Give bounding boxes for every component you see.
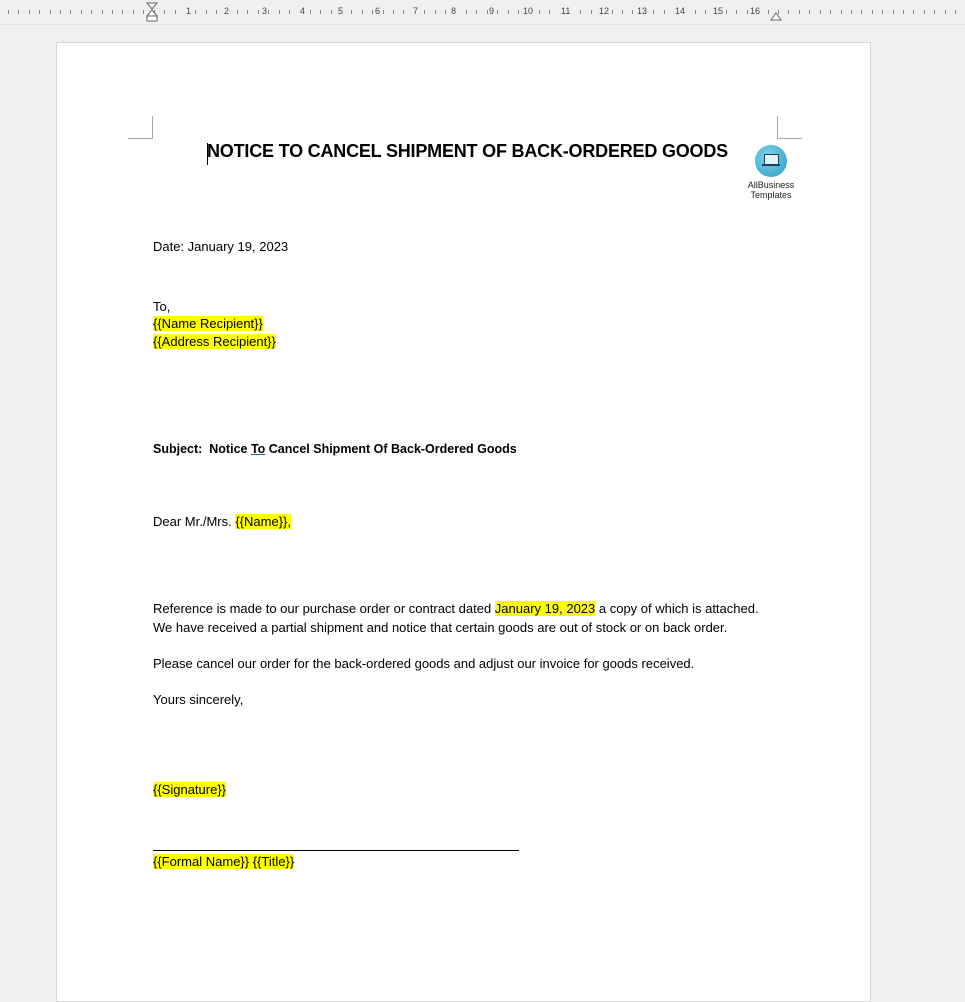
ruler-tick bbox=[580, 10, 581, 14]
ruler-tick bbox=[695, 10, 696, 14]
ruler-tick bbox=[497, 10, 498, 14]
first-line-indent-marker-icon[interactable] bbox=[146, 2, 158, 22]
logo-line-1: AllBusiness bbox=[747, 180, 795, 190]
signature-line[interactable] bbox=[153, 782, 226, 797]
ruler-tick bbox=[435, 10, 436, 14]
body-paragraph-2[interactable]: Please cancel our order for the back-ordered goods and adjust our invoice for goods received. bbox=[153, 656, 695, 671]
ruler-tick bbox=[331, 10, 332, 14]
ruler-tick bbox=[768, 10, 769, 14]
salutation-line[interactable] bbox=[153, 514, 291, 529]
ruler-tick bbox=[112, 10, 113, 14]
ruler-tick bbox=[206, 10, 207, 14]
recipient-address-line[interactable] bbox=[153, 334, 276, 349]
ruler-number-15: 15 bbox=[713, 6, 724, 16]
ruler-tick bbox=[310, 10, 311, 14]
ruler-tick bbox=[612, 10, 613, 14]
ruler-tick bbox=[195, 10, 196, 14]
allbusiness-templates-logo bbox=[743, 145, 799, 200]
ruler-number-9: 9 bbox=[489, 6, 495, 16]
ruler-tick bbox=[705, 10, 706, 14]
ruler-tick bbox=[247, 10, 248, 14]
ruler-number-11: 11 bbox=[561, 6, 571, 16]
ruler-tick bbox=[518, 10, 519, 14]
ruler-number-12: 12 bbox=[599, 6, 610, 16]
subject-label: Subject: bbox=[153, 442, 203, 456]
margin-corner-top-right bbox=[777, 116, 802, 139]
ruler-tick bbox=[591, 10, 592, 14]
ruler-tick bbox=[216, 10, 217, 14]
body1-date: January 19, 2023 bbox=[494, 601, 596, 616]
ruler-tick bbox=[143, 10, 144, 14]
ruler-tick bbox=[81, 10, 82, 14]
ruler-tick bbox=[830, 10, 831, 14]
ruler-tick bbox=[945, 10, 946, 14]
ruler-number-16: 16 bbox=[750, 6, 761, 16]
ruler-tick bbox=[955, 10, 956, 14]
ruler-number-8: 8 bbox=[451, 6, 457, 16]
ruler-tick bbox=[393, 10, 394, 14]
ruler-tick bbox=[820, 10, 821, 14]
subject-to-word: To bbox=[250, 442, 266, 456]
ruler-tick bbox=[747, 10, 748, 14]
recipient-address-placeholder: {{Address Recipient}} bbox=[153, 334, 276, 349]
ruler-tick bbox=[841, 10, 842, 14]
ruler-ticks bbox=[0, 7, 965, 17]
ruler-tick bbox=[445, 10, 446, 14]
ruler-tick bbox=[736, 10, 737, 14]
subject-line[interactable] bbox=[153, 442, 517, 456]
ruler-tick bbox=[799, 10, 800, 14]
body-paragraph-1-line-1[interactable] bbox=[153, 601, 759, 616]
ruler-tick bbox=[861, 10, 862, 14]
body-paragraph-1-line-2[interactable]: We have received a partial shipment and notice that certain goods are out of stock or on back order. bbox=[153, 620, 728, 635]
ruler-tick bbox=[476, 10, 477, 14]
salutation-prefix: Dear Mr./Mrs. bbox=[153, 514, 236, 529]
ruler-number-13: 13 bbox=[637, 6, 648, 16]
ruler-tick bbox=[268, 10, 269, 14]
body1-prefix: Reference is made to our purchase order or contract dated bbox=[153, 601, 495, 616]
ruler-tick bbox=[664, 10, 665, 14]
ruler-tick bbox=[851, 10, 852, 14]
ruler-tick bbox=[39, 10, 40, 14]
recipient-name-placeholder: {{Name Recipient}} bbox=[153, 316, 263, 331]
subject-prefix: Notice bbox=[209, 442, 251, 456]
closing-line[interactable]: Yours sincerely, bbox=[153, 692, 244, 707]
ruler-tick bbox=[70, 10, 71, 14]
ruler-tick bbox=[279, 10, 280, 14]
ruler-number-14: 14 bbox=[675, 6, 686, 16]
ruler-tick bbox=[913, 10, 914, 14]
ruler-tick bbox=[893, 10, 894, 14]
ruler-tick bbox=[60, 10, 61, 14]
horizontal-ruler[interactable] bbox=[0, 0, 965, 25]
ruler-tick bbox=[383, 10, 384, 14]
ruler-tick bbox=[549, 10, 550, 14]
ruler-tick bbox=[289, 10, 290, 14]
ruler-tick bbox=[133, 10, 134, 14]
logo-line-2: Templates bbox=[750, 190, 792, 200]
ruler-tick bbox=[18, 10, 19, 14]
ruler-tick bbox=[122, 10, 123, 14]
ruler-tick bbox=[809, 10, 810, 14]
to-line[interactable]: To, bbox=[153, 299, 171, 314]
formal-name-line[interactable] bbox=[153, 854, 294, 869]
ruler-number-4: 4 bbox=[300, 6, 306, 16]
ruler-track bbox=[0, 0, 965, 24]
document-page[interactable] bbox=[56, 42, 871, 1002]
ruler-number-2: 2 bbox=[224, 6, 230, 16]
ruler-tick bbox=[91, 10, 92, 14]
recipient-name-line[interactable] bbox=[153, 316, 263, 331]
document-title[interactable]: NOTICE TO CANCEL SHIPMENT OF BACK-ORDERED GOODS bbox=[207, 141, 728, 161]
ruler-tick bbox=[934, 10, 935, 14]
ruler-tick bbox=[539, 10, 540, 14]
ruler-tick bbox=[653, 10, 654, 14]
ruler-tick bbox=[258, 10, 259, 14]
ruler-tick bbox=[175, 10, 176, 14]
ruler-tick bbox=[466, 10, 467, 14]
ruler-tick bbox=[164, 10, 165, 14]
ruler-tick bbox=[622, 10, 623, 14]
salutation-name-placeholder: {{Name}}, bbox=[235, 514, 291, 529]
ruler-tick bbox=[632, 10, 633, 14]
date-line[interactable]: Date: January 19, 2023 bbox=[153, 239, 289, 254]
margin-corner-top-left bbox=[128, 116, 153, 139]
ruler-tick bbox=[351, 10, 352, 14]
ruler-tick bbox=[403, 10, 404, 14]
ruler-tick bbox=[882, 10, 883, 14]
ruler-tick bbox=[8, 10, 9, 14]
signature-rule bbox=[153, 850, 519, 851]
ruler-number-6: 6 bbox=[375, 6, 381, 16]
ruler-number-10: 10 bbox=[523, 6, 534, 16]
ruler-tick bbox=[362, 10, 363, 14]
ruler-tick bbox=[102, 10, 103, 14]
right-indent-marker-icon[interactable] bbox=[770, 2, 782, 22]
ruler-tick bbox=[788, 10, 789, 14]
ruler-tick bbox=[424, 10, 425, 14]
laptop-icon bbox=[755, 145, 787, 177]
ruler-number-5: 5 bbox=[338, 6, 344, 16]
ruler-tick bbox=[903, 10, 904, 14]
ruler-tick bbox=[320, 10, 321, 14]
formal-name-placeholder: {{Formal Name}} {{Title}} bbox=[153, 854, 295, 869]
ruler-number-1: 1 bbox=[186, 6, 192, 16]
ruler-tick bbox=[872, 10, 873, 14]
ruler-number-7: 7 bbox=[413, 6, 419, 16]
ruler-tick bbox=[29, 10, 30, 14]
body1-suffix: a copy of which is attached. bbox=[595, 601, 759, 616]
ruler-tick bbox=[924, 10, 925, 14]
signature-placeholder: {{Signature}} bbox=[153, 782, 227, 797]
subject-suffix: Cancel Shipment Of Back-Ordered Goods bbox=[265, 442, 517, 456]
ruler-tick bbox=[237, 10, 238, 14]
ruler-tick bbox=[50, 10, 51, 14]
ruler-tick bbox=[726, 10, 727, 14]
ruler-tick bbox=[508, 10, 509, 14]
ruler-number-3: 3 bbox=[262, 6, 268, 16]
